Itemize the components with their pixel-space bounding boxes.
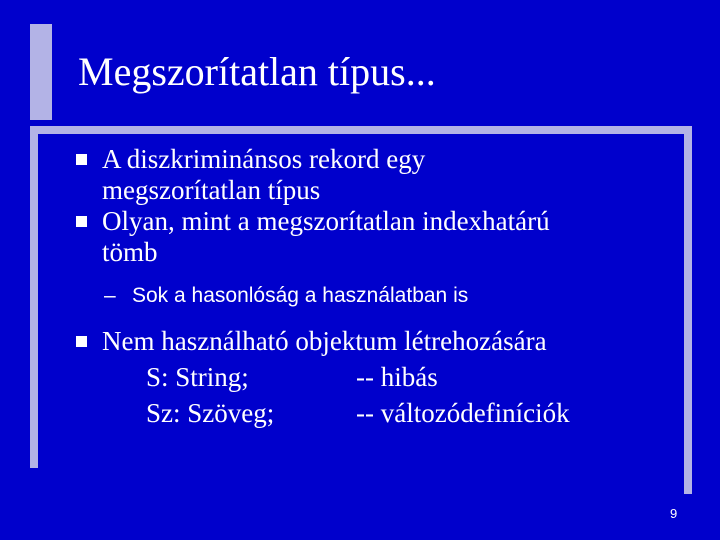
code-declaration: S: String; bbox=[146, 362, 249, 392]
sub-bullet-text: Sok a hasonlóság a használatban is bbox=[132, 284, 469, 307]
slide-title: Megszorítatlan típus... bbox=[78, 49, 436, 94]
bullet-line: A diszkriminánsos rekord egy bbox=[102, 144, 426, 174]
square-bullet-icon bbox=[76, 336, 87, 347]
title-accent-bar bbox=[30, 24, 52, 120]
code-comment: -- hibás bbox=[356, 362, 438, 392]
code-declaration: Sz: Szöveg; bbox=[146, 398, 275, 428]
square-bullet-icon bbox=[76, 216, 87, 227]
title-accent-gap bbox=[52, 24, 56, 120]
frame-left-border bbox=[30, 126, 38, 468]
frame-right-border bbox=[684, 126, 692, 494]
bullet-line: Olyan, mint a megszorítatlan indexhatárú bbox=[102, 206, 550, 236]
code-comment: -- változódefiníciók bbox=[356, 398, 570, 428]
square-bullet-icon bbox=[76, 154, 87, 165]
slide-content bbox=[70, 144, 675, 431]
frame-corner bbox=[30, 464, 38, 468]
sub-bullet-item bbox=[70, 283, 675, 309]
frame-top-border bbox=[30, 126, 692, 134]
bullet-item bbox=[70, 144, 675, 206]
dash-bullet: – bbox=[104, 284, 116, 307]
code-line bbox=[70, 395, 675, 431]
bullet-line: megszorítatlan típus bbox=[102, 175, 321, 205]
code-line bbox=[70, 359, 675, 395]
bullet-line: tömb bbox=[102, 237, 158, 267]
page-number: 9 bbox=[670, 506, 678, 521]
bullet-item bbox=[70, 323, 675, 359]
bullet-line: Nem használható objektum létrehozására bbox=[102, 326, 547, 356]
bullet-item bbox=[70, 206, 675, 268]
